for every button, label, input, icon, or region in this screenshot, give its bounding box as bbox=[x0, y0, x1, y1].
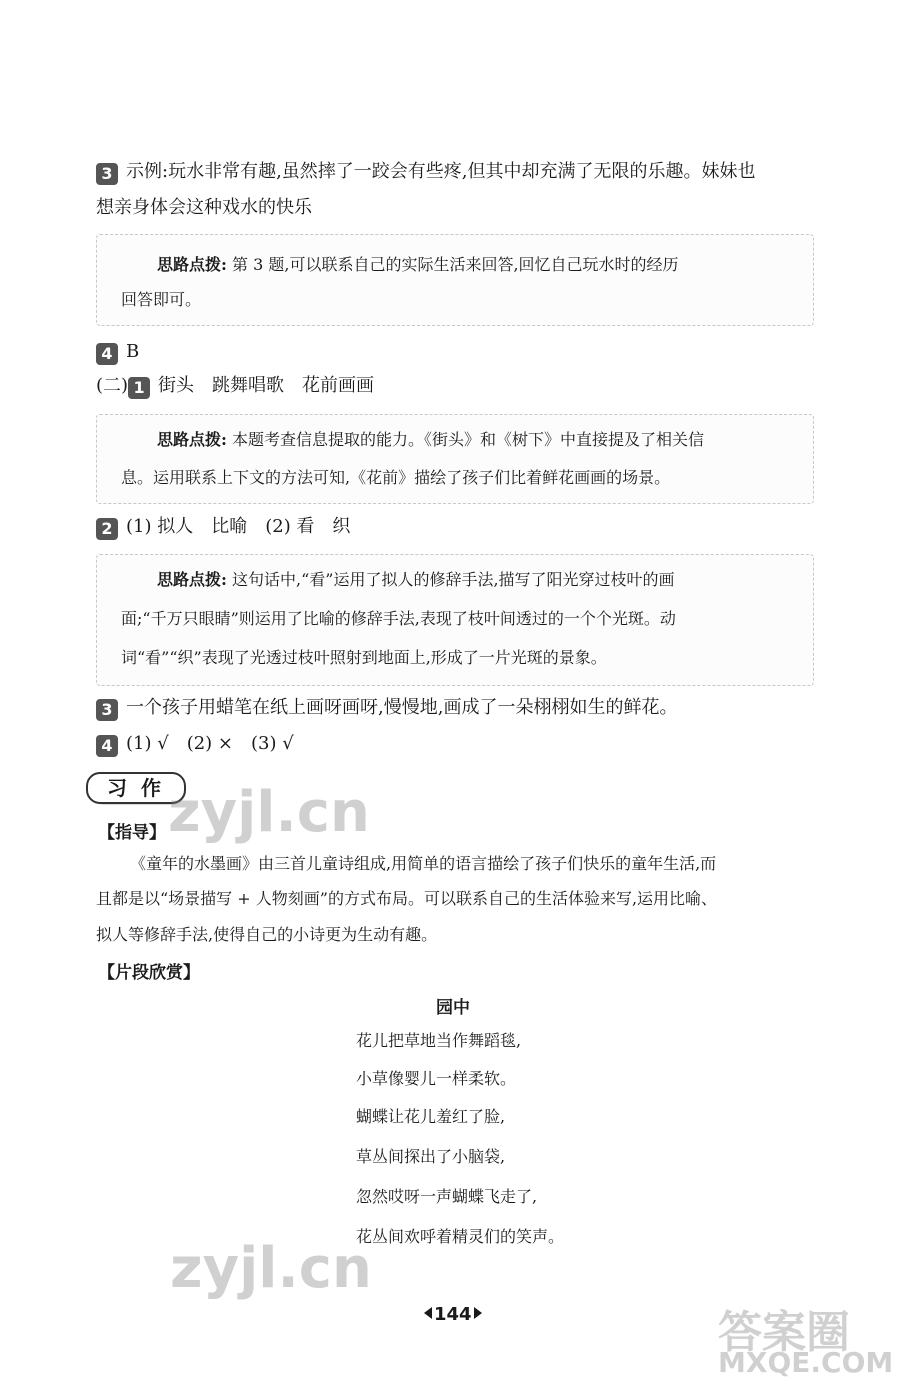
poem-line: 草丛间探出了小脑袋, bbox=[356, 1147, 506, 1166]
poem-line: 花儿把草地当作舞蹈毯, bbox=[356, 1031, 522, 1050]
question-number-badge: 3 bbox=[96, 163, 118, 185]
tip3-line3: 词“看”“织”表现了光透过枝叶照射到地面上,形成了一片光斑的景象。 bbox=[121, 648, 607, 667]
watermark-daanquan: 答案圈 bbox=[718, 1307, 850, 1358]
tip-label: 思路点拨: bbox=[157, 430, 227, 449]
section2-q3-answer: 3 一个孩子用蜡笔在纸上画呀画呀,慢慢地,画成了一朵栩栩如生的鲜花。 bbox=[96, 696, 677, 721]
tip-label: 思路点拨: bbox=[157, 255, 227, 274]
triangle-right-icon bbox=[474, 1307, 482, 1319]
poem-line: 忽然哎呀一声蝴蝶飞走了, bbox=[356, 1187, 538, 1206]
tip-box-1 bbox=[96, 234, 814, 326]
tip3-line1: 思路点拨: 这句话中,“看”运用了拟人的修辞手法,描写了阳光穿过枝叶的画 bbox=[157, 570, 675, 589]
section2-q1-answer: (二) 1 街头 跳舞唱歌 花前画画 bbox=[96, 375, 375, 397]
tip2-line2: 息。运用联系上下文的方法可知,《花前》描绘了孩子们比着鲜花画画的场景。 bbox=[121, 468, 671, 487]
poem-title: 园中 bbox=[436, 998, 470, 1018]
question-number-badge: 1 bbox=[128, 377, 150, 399]
q3-answer-line2: 想亲身体会这种戏水的快乐 bbox=[96, 197, 312, 218]
tip3-line2: 面;“千万只眼睛”则运用了比喻的修辞手法,表现了枝叶间透过的一个个光斑。动 bbox=[121, 609, 676, 628]
page-number: 144 bbox=[424, 1304, 482, 1325]
writing-heading: 习作 bbox=[86, 772, 186, 804]
tip-box-2 bbox=[96, 414, 814, 504]
poem-line: 花丛间欢呼着精灵们的笑声。 bbox=[356, 1227, 565, 1246]
watermark-mxqe: MXQE.COM bbox=[718, 1346, 894, 1379]
question-number-badge: 3 bbox=[96, 699, 118, 721]
poem-line: 蝴蝶让花儿羞红了脸, bbox=[356, 1107, 506, 1126]
watermark-zyjl-1: zyjl.cn bbox=[168, 780, 370, 845]
guide-line3: 拟人等修辞手法,使得自己的小诗更为生动有趣。 bbox=[96, 925, 438, 944]
section2-q2-answer: 2 (1) 拟人 比喻 (2) 看 织 bbox=[96, 515, 350, 540]
tip2-line1: 思路点拨: 本题考查信息提取的能力。《街头》和《树下》中直接提及了相关信 bbox=[157, 430, 705, 449]
tip-box-3 bbox=[96, 554, 814, 686]
triangle-left-icon bbox=[424, 1307, 432, 1319]
q4-answer: 4 B bbox=[96, 340, 139, 365]
tip1-line1: 思路点拨: 第 3 题,可以联系自己的实际生活来回答,回忆自己玩水时的经历 bbox=[157, 255, 679, 274]
poem-line: 小草像婴儿一样柔软。 bbox=[356, 1069, 517, 1088]
guide-line1: 《童年的水墨画》由三首儿童诗组成,用简单的语言描绘了孩子们快乐的童年生活,而 bbox=[130, 854, 717, 873]
watermark-zyjl-2: zyjl.cn bbox=[170, 1236, 372, 1301]
tip-label: 思路点拨: bbox=[157, 570, 227, 589]
section2-q4-answer: 4 (1) √ (2) × (3) √ bbox=[96, 732, 294, 757]
q3-answer-line1: 3 示例:玩水非常有趣,虽然摔了一跤会有些疼,但其中却充满了无限的乐趣。妹妹也 bbox=[96, 160, 756, 185]
tip1-line2: 回答即可。 bbox=[121, 290, 202, 309]
question-number-badge: 2 bbox=[96, 518, 118, 540]
excerpt-label: 【片段欣赏】 bbox=[98, 963, 200, 983]
section-prefix: (二) bbox=[96, 375, 129, 396]
guide-label: 【指导】 bbox=[98, 823, 166, 843]
question-number-badge: 4 bbox=[96, 343, 118, 365]
guide-line2: 且都是以“场景描写 + 人物刻画”的方式布局。可以联系自己的生活体验来写,运用比喻、 bbox=[96, 889, 718, 908]
question-number-badge: 4 bbox=[96, 735, 118, 757]
